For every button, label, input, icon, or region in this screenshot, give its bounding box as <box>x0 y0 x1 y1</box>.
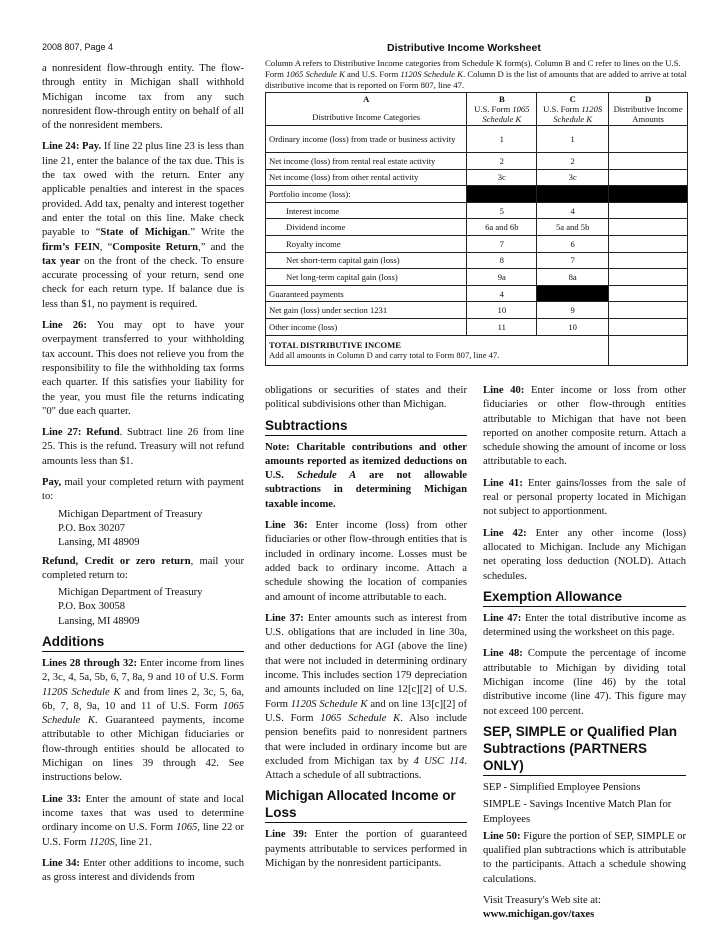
row-col-b: 4 <box>467 285 537 302</box>
row-amount-field[interactable] <box>609 318 688 335</box>
row-col-c: 1 <box>537 126 609 153</box>
visit-text: Visit Treasury's Web site at: <box>483 895 601 907</box>
row-col-b: 6a and 6b <box>467 219 537 236</box>
row-label: Royalty income <box>266 235 467 252</box>
row-label: Net short-term capital gain (loss) <box>266 252 467 269</box>
line-24-paragraph: Line 24: Pay. If line 22 plus line 23 is less than line 21, enter the balance of the tax due. This is the tax owed with the return. Enter any applicable penalties and interest in the spaces provided. Add tax, penalty and interest together and enter the total on this line. Make check payable to “State of Michigan.” Write the firm’s FEIN, “Composite Return,” and the tax year on the front of the check. To ensure accurate processing of your return, send one check for each return type. If balance due is less than $1, no payment is required. <box>42 141 245 310</box>
col-d-header <box>609 93 688 126</box>
line-48-paragraph: Line 48: Compute the percentage of income attributable to Michigan by dividing total Michigan income (line 46) by the total distributive income (line 47). This figure may not exceed 100 percent. <box>483 648 686 717</box>
worksheet-row <box>266 153 688 170</box>
row-col-b: 3c <box>467 169 537 186</box>
total-amount-field[interactable] <box>609 335 688 365</box>
row-label: Portfolio income (loss): <box>266 186 467 203</box>
col-d-label-1: Distributive Income <box>613 104 683 114</box>
worksheet-row <box>266 202 688 219</box>
col-d-label-2: Amounts <box>632 114 664 124</box>
line-33-paragraph: Line 33: Enter the amount of state and local income taxes that was used to determine ordinary income on U.S. Form 1065, line 22 or U.S. Form 1120S, line 21. <box>42 793 245 848</box>
row-col-c: 7 <box>537 252 609 269</box>
row-amount-field[interactable] <box>609 302 688 319</box>
column-middle <box>265 384 467 874</box>
total-label: TOTAL DISTRIBUTIVE INCOME <box>269 339 401 350</box>
col-c-form: U.S. Form 1120S <box>543 104 603 114</box>
line-47-paragraph: Line 47: Enter the total distributive income as determined using the worksheet on this page. <box>483 612 686 639</box>
col-a-letter: A <box>363 94 370 104</box>
worksheet-row <box>266 219 688 236</box>
row-col-b: 2 <box>467 153 537 170</box>
line-37-paragraph: Line 37: Enter amounts such as interest from U.S. obligations that are included in line 30a, and other deductions for AGI (above the line) that were not included in determining ordinary income. This includes section 179 depreciation and amounts included on line 12[c][2] of U.S. Form 1120S Schedule K and on line 13[c][2] of U.S. Form 1065 Schedule K. Also include pension benefits paid to nonresident partners that were included in ordinary income but are excluded from Michigan tax by 4 USC 114. Attach a schedule of all subtractions. <box>265 612 468 782</box>
row-amount-field[interactable] <box>609 285 688 302</box>
col-c-sched: Schedule K <box>553 114 593 124</box>
row-col-c: 9 <box>537 302 609 319</box>
shaded-cell <box>537 285 609 302</box>
row-amount-field[interactable] <box>609 126 688 153</box>
line-50-paragraph: Line 50: Figure the portion of SEP, SIMPLE or qualified plan subtractions which is attributable to the participants. Attach a schedule showing calculations. <box>483 830 687 885</box>
worksheet-total-row <box>266 335 688 365</box>
row-amount-field[interactable] <box>609 202 688 219</box>
intro-form-2: 1120S Schedule K <box>400 69 463 80</box>
distributive-income-worksheet <box>265 92 688 366</box>
row-col-b: 8 <box>467 252 537 269</box>
intro-form-1: 1065 Schedule K <box>286 69 345 80</box>
row-col-b: 7 <box>467 235 537 252</box>
row-label: Net income (loss) from other rental activity <box>266 169 467 186</box>
line-41-paragraph: Line 41: Enter gains/losses from the sale of real or personal property located in Michigan not subject to apportionment. <box>483 477 687 518</box>
allocated-income-heading: Michigan Allocated Income or Loss <box>265 787 467 823</box>
line-39-paragraph: Line 39: Enter the portion of guaranteed payments attributable to services performed in Michigan by the nonresident participants. <box>265 829 467 870</box>
col-b-sched: Schedule K <box>482 114 522 124</box>
line-36-paragraph: Line 36: Enter income (loss) from other fiduciaries or other flow-through entities that is included in ordinary income. Losses must be added back to ordinary income. Attach a schedule showing the location of companies and amount of income attributable to each. <box>265 520 468 603</box>
row-amount-field[interactable] <box>609 235 688 252</box>
intro-text-1: Column A refers to Distributive Income categories from Schedule K form(s). Column B and C refer to lines on the U.S. Form <box>265 58 681 80</box>
pay-paragraph: Pay, mail your completed return with payment to: <box>42 477 244 503</box>
row-label: Net long-term capital gain (loss) <box>266 269 467 286</box>
row-col-b: 1 <box>467 126 537 153</box>
row-amount-field[interactable] <box>609 169 688 186</box>
simple-definition: SIMPLE - Savings Incentive Match Plan for Employees <box>483 799 672 825</box>
intro-text-2: and U.S. Form <box>344 69 401 80</box>
intro-text-3: . Column D is the list of amounts that are added to arrive at total distributive income that is reported on Form 807, line 47. <box>265 69 687 91</box>
row-col-c: 4 <box>537 202 609 219</box>
row-amount-field[interactable] <box>609 153 688 170</box>
subtractions-heading: Subtractions <box>265 417 467 436</box>
row-label: Dividend income <box>266 219 467 236</box>
col-b-form: U.S. Form 1065 <box>474 104 530 114</box>
line-27-paragraph: Line 27: Refund. Subtract line 26 from line 25. This is the refund. Treasury will not refund amounts less than $1. <box>42 427 244 467</box>
row-col-c: 2 <box>537 153 609 170</box>
page-label: 2008 807, Page 4 <box>42 42 114 52</box>
row-col-b: 9a <box>467 269 537 286</box>
row-amount-field[interactable] <box>609 252 688 269</box>
col-b-letter: B <box>498 94 505 104</box>
row-label: Net income (loss) from rental real estate activity <box>266 153 467 170</box>
row-label: Ordinary income (loss) from trade or business activity <box>266 126 467 153</box>
refund-paragraph: Refund, Credit or zero return, mail your completed return to: <box>42 555 244 581</box>
row-label: Other income (loss) <box>266 318 467 335</box>
total-note: Add all amounts in Column D and carry total to Form 807, line 47. <box>269 350 500 361</box>
worksheet-row <box>266 302 688 319</box>
row-col-b: 5 <box>467 202 537 219</box>
intro-paragraph: a nonresident flow-through entity. The flow-through entity in Michigan shall withhold Michigan income tax from any such nonresident flow-through entity on behalf of all of the nonresident members. <box>42 63 244 132</box>
worksheet-row <box>266 285 688 302</box>
worksheet-row <box>266 252 688 269</box>
worksheet-row <box>266 318 688 335</box>
refund-address: Michigan Department of Treasury P.O. Box 30058 Lansing, MI 48909 <box>58 587 203 627</box>
row-amount-field[interactable] <box>609 219 688 236</box>
worksheet-row <box>266 269 688 286</box>
sep-definition: SEP - Simplified Employee Pensions <box>483 781 641 793</box>
row-col-c: 5a and 5b <box>537 219 609 236</box>
row-col-c: 6 <box>537 235 609 252</box>
shaded-cell <box>609 186 688 203</box>
col-c-header <box>537 93 609 126</box>
row-label: Interest income <box>266 202 467 219</box>
treasury-url[interactable]: www.michigan.gov/taxes <box>483 909 595 921</box>
col-b-header <box>467 93 537 126</box>
line-40-paragraph: Line 40: Enter income or loss from other fiduciaries or other flow-through entities attributable to Michigan that have not been reported on another composite return. Attach a schedule showing the amount of income or loss attributable to each. <box>483 385 687 468</box>
total-label-cell <box>266 335 609 365</box>
note-paragraph: Note: Charitable contributions and other amounts reported as itemized deductions on U.S. Schedule A are not allowable subtractions in determining Michigan taxable income. <box>265 441 467 510</box>
worksheet-title: Distributive Income Worksheet <box>387 42 541 54</box>
row-col-c: 8a <box>537 269 609 286</box>
col-c-letter: C <box>569 94 576 104</box>
continued-paragraph: obligations or securities of states and their political subdivisions other than Michigan. <box>265 385 467 411</box>
row-amount-field[interactable] <box>609 269 688 286</box>
worksheet-row <box>266 126 688 153</box>
row-label: Net gain (loss) under section 1231 <box>266 302 467 319</box>
line-42-paragraph: Line 42: Enter any other income (loss) allocated to Michigan. Include any Michigan net operating loss deduction (NOLD). Attach schedules. <box>483 527 687 582</box>
sep-simple-heading: SEP, SIMPLE or Qualified Plan Subtractions (PARTNERS ONLY) <box>483 723 686 776</box>
worksheet-header-row <box>266 93 688 126</box>
col-a-header <box>266 93 467 126</box>
worksheet-row <box>266 186 688 203</box>
row-col-c: 3c <box>537 169 609 186</box>
column-right <box>483 384 686 926</box>
worksheet-row <box>266 235 688 252</box>
row-col-b: 10 <box>467 302 537 319</box>
additions-heading: Additions <box>42 633 244 652</box>
payment-address: Michigan Department of Treasury P.O. Box 30207 Lansing, MI 48909 <box>58 508 203 549</box>
worksheet-intro <box>265 58 690 92</box>
col-d-letter: D <box>644 94 652 104</box>
worksheet-row <box>266 169 688 186</box>
lines-28-32-paragraph: Lines 28 through 32: Enter income from lines 2, 3c, 4, 5a, 5b, 6, 7, 8a, 9 and 10 of U.S. Form 1120S Schedule K and from lines 2, 3c, 5, 6a, 6b, 7, 8, 9a, 10 and 11 of U.S. Form 1065 Schedule K. Guaranteed payments, income attributable to other Michigan fiduciaries or flow-through entities should be allocated to Michigan on lines 39 through 42. See instructions below. <box>42 657 244 784</box>
row-col-c: 10 <box>537 318 609 335</box>
shaded-cell <box>537 186 609 203</box>
line-26-paragraph: Line 26: You may opt to have your overpayment transferred to your withholding tax account. This does not relieve you from the responsibility to file the withholding tax forms each quarter. If this satisfies your liability for the year, you must file the returns indicating "0" due each quarter. <box>42 320 244 417</box>
line-34-paragraph: Line 34: Enter other additions to income, such as gross interest and dividends from <box>42 857 244 884</box>
col-a-label: Distributive Income Categories <box>312 112 421 122</box>
exemption-heading: Exemption Allowance <box>483 588 686 607</box>
row-label: Guaranteed payments <box>266 285 467 302</box>
column-left <box>42 62 244 888</box>
row-col-b: 11 <box>467 318 537 335</box>
shaded-cell <box>467 186 537 203</box>
